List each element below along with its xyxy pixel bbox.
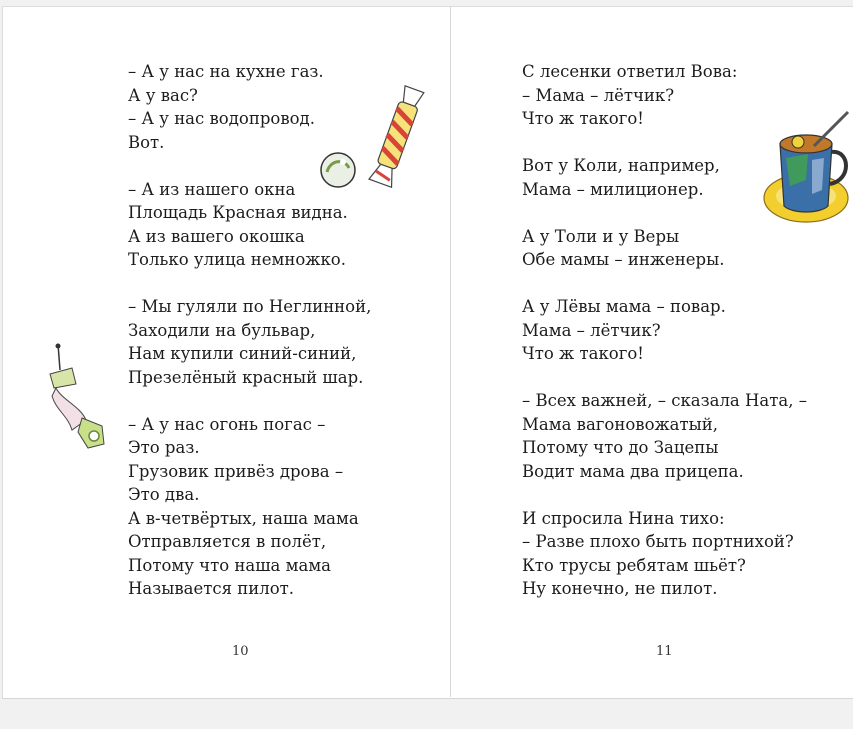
poem-stanza — [128, 60, 371, 154]
left-page-text — [128, 60, 371, 601]
crumpled-candy-wrapper-illustration — [42, 340, 120, 455]
poem-line: Заходили на бульвар, — [128, 320, 316, 340]
poem-line: Обе мамы – инженеры. — [522, 250, 725, 269]
poem-line: Только улица немножко. — [128, 250, 346, 269]
poem-line: Называется пилот. — [128, 579, 295, 598]
poem-line: Отправляется в полёт, — [128, 532, 327, 551]
poem-line: Потому что до Зацепы — [522, 438, 719, 457]
poem-line: Вот у Коли, например, — [522, 156, 720, 175]
poem-line: – А у нас водопровод. — [128, 109, 315, 128]
poem-line: – Разве плохо быть портнихой? — [522, 532, 794, 551]
poem-stanza — [128, 178, 371, 272]
poem-line: Что ж такого! — [522, 109, 644, 128]
poem-line: – Всех важней, – сказала Ната, – — [522, 391, 807, 410]
poem-line: Презелёный красный шар. — [128, 367, 364, 387]
poem-line: Кто трусы ребятам шьёт? — [522, 555, 746, 575]
poem-line: Это раз. — [128, 438, 200, 457]
poem-line: Потому что наша мама — [128, 555, 331, 575]
poem-line: А в-четвёртых, наша мама — [128, 508, 359, 528]
page-number-right: 11 — [656, 644, 673, 659]
poem-line: С лесенки ответил Вова: — [522, 62, 738, 81]
poem-stanza — [128, 295, 371, 389]
poem-line: – А у нас огонь погас – — [128, 414, 326, 434]
poem-line: А у Толи и у Веры — [522, 226, 680, 246]
poem-line: Грузовик привёз дрова – — [128, 461, 344, 481]
poem-line: – Мама – лётчик? — [522, 85, 675, 105]
page-number-left: 10 — [232, 644, 249, 659]
marble-ball-illustration — [318, 150, 358, 190]
poem-line: Мама – лётчик? — [522, 320, 661, 340]
poem-line: Мама – милиционер. — [522, 179, 704, 199]
poem-line: Площадь Красная видна. — [128, 203, 348, 222]
poem-line: Водит мама два прицепа. — [522, 461, 744, 481]
poem-line: Мама вагоновожатый, — [522, 414, 719, 434]
poem-line: А у Лёвы мама – повар. — [522, 297, 726, 316]
poem-line: Вот. — [128, 132, 165, 152]
tea-cup-illustration — [762, 110, 853, 230]
poem-stanza — [128, 413, 371, 601]
poem-stanza — [522, 389, 807, 483]
poem-line: – Мы гуляли по Неглинной, — [128, 297, 372, 316]
page-gutter — [450, 6, 451, 697]
poem-line: А у вас? — [128, 85, 198, 105]
poem-line: Ну конечно, не пилот. — [522, 579, 718, 598]
poem-line: Это два. — [128, 485, 200, 504]
poem-line: И спросила Нина тихо: — [522, 508, 725, 528]
poem-line: Нам купили синий-синий, — [128, 344, 357, 363]
poem-line: – А у нас на кухне газ. — [128, 62, 324, 81]
poem-line: А из вашего окошка — [128, 226, 305, 246]
poem-stanza — [522, 225, 807, 272]
poem-line: Что ж такого! — [522, 344, 644, 363]
poem-line: – А из нашего окна — [128, 179, 296, 199]
poem-stanza — [522, 295, 807, 366]
candy-wrapper-illustration — [360, 80, 432, 200]
poem-stanza — [522, 507, 807, 601]
